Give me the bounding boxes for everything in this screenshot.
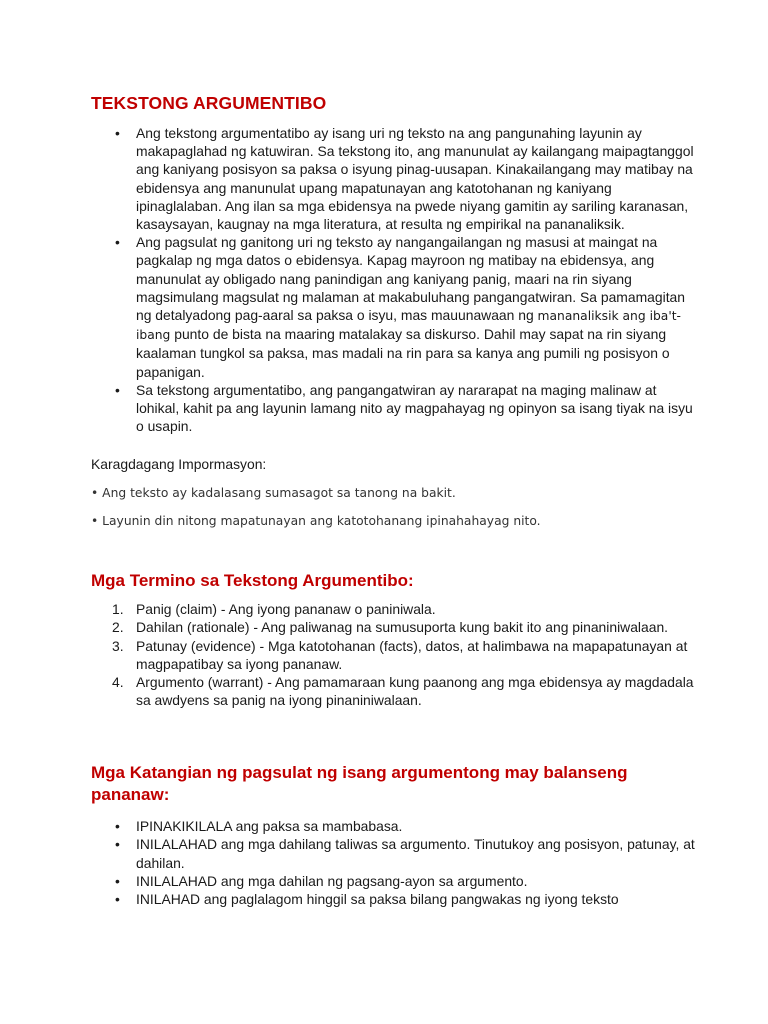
list-item: • INILAHAD ang paglalagom hinggil sa paksa bilang pangwakas ng iyong teksto [136, 890, 696, 908]
intro-bullet-list [136, 124, 696, 435]
list-item-text: Panig (claim) - Ang iyong pananaw o paniniwala. [136, 601, 436, 617]
list-item [112, 618, 696, 636]
paragraph-text: punto de bista na maaring matalakay sa diskurso. Dahil may sapat na rin siyang kaalaman tungkol sa paksa, mas madali na rin para sa kanya ang pumili ng posisyon o papanigan. [136, 326, 670, 380]
list-item: • INILALAHAD ang mga dahilang taliwas sa argumento. Tinutukoy ang posisyon, patunay, at dahilan. [136, 835, 696, 872]
list-item [112, 673, 696, 710]
section-heading-characteristics: Mga Katangian ng pagsulat ng isang argumentong may balanseng pananaw: [91, 763, 628, 804]
additional-info-label: Karagdagang Impormasyon: [91, 456, 267, 472]
list-item: • INILALAHAD ang mga dahilan ng pagsang-ayon sa argumento. [136, 872, 696, 890]
list-item [136, 233, 696, 381]
additional-info-item: • Layunin din nitong mapatunayan ang katotohanang ipinahahayag nito. [91, 514, 541, 528]
list-item: • Ang tekstong argumentatibo ay isang uri ng teksto na ang pangunahing layunin ay makapaglahad ng katuwiran. Sa tekstong ito, ang manunulat ay kailangang maipagtanggol ang kaniyang posisyon sa paksa o isyung pinag-uusapan. Kinakailangang may matibay na ebidensya ang manunulat upang mapatunayan ang katotohanan ng kaniyang ipinaglalaban. Ang ilan sa mga ebidensya na pwede niyang gamitin ay sariling karanasan, kasaysayan, kaugnay na mga literatura, at resulta ng empirikal na pananaliksik. [136, 124, 696, 233]
list-number: 2. [112, 619, 124, 636]
list-item [112, 600, 696, 618]
page-title: TEKSTONG ARGUMENTIBO [91, 93, 327, 113]
list-number: 4. [112, 674, 124, 691]
list-item-text: Patunay (evidence) - Mga katotohanan (facts), datos, at halimbawa na mapapatunayan at magpapatibay sa iyong pananaw. [136, 637, 688, 672]
additional-info-item: • Ang teksto ay kadalasang sumasagot sa tanong na bakit. [91, 486, 456, 500]
paragraph-text: Ang pagsulat ng ganitong uri ng teksto ay nangangailangan ng masusi at maingat na pagkalap ng mga datos o ebidensya. Kapag mayroon ng matibay na ebidensya, ang manunulat ay obligado nang panindigan ang kaniyang panig, maari na rin siyang magsimulang magsulat ng malaman at makabuluhang pangangatwiran. Sa pamamagitan ng detalyadong pag-aaral sa paksa o isyu, mas mauunawaan ng [136, 234, 686, 324]
list-item: • IPINAKIKILALA ang paksa sa mambabasa. [136, 817, 696, 835]
list-number: 1. [112, 601, 124, 617]
list-item [112, 637, 696, 674]
characteristics-list [136, 817, 696, 908]
list-item: • Sa tekstong argumentatibo, ang pangangatwiran ay nararapat na maging malinaw at lohikal, kahit pa ang layunin lamang nito ay magpahayag ng opinyon sa isang tiyak na isyu o usapin. [136, 381, 696, 436]
list-number: 3. [112, 637, 124, 654]
list-item-text: Argumento (warrant) - Ang pamamaraan kung paanong ang mga ebidensya ay magdadala sa awdyens sa panig na iyong pinaniniwalaan. [136, 674, 694, 709]
terms-list [112, 600, 696, 710]
list-item-text: Dahilan (rationale) - Ang paliwanag na sumusuporta kung bakit ito ang pinaniniwalaan. [136, 619, 669, 636]
section-heading-terms: Mga Termino sa Tekstong Argumentibo: [91, 571, 414, 590]
paragraph-text-alt-font: mananaliksik ang iba't-ibang [136, 309, 681, 343]
